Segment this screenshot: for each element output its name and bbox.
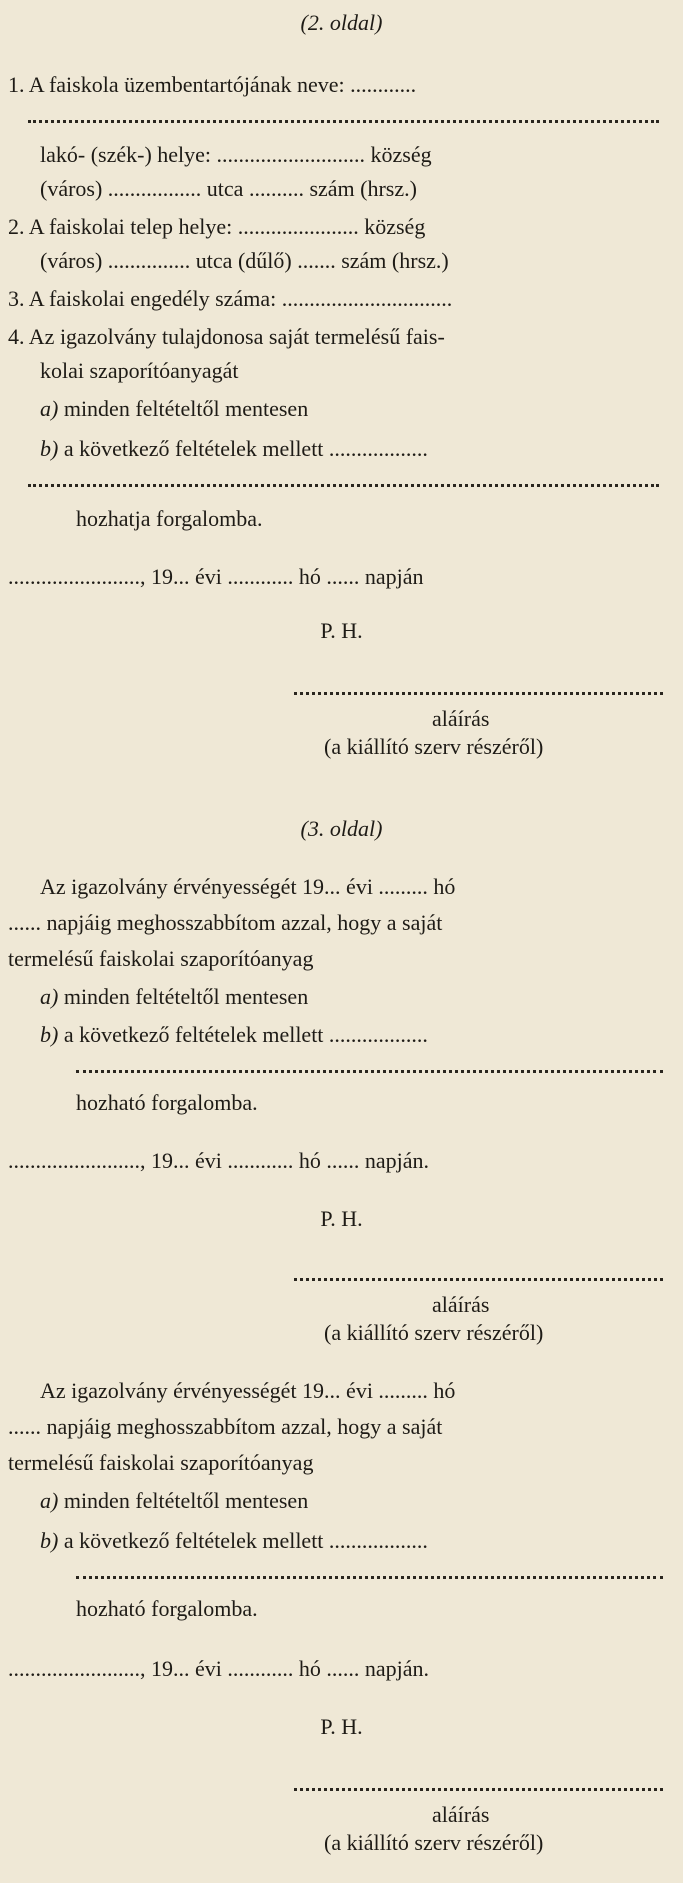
block2-fill-line: [76, 1560, 663, 1590]
page-3-header: (3. oldal): [300, 816, 383, 841]
option-b-marker: b): [40, 1528, 59, 1553]
block2-signature-label: aláírás: [432, 1802, 490, 1827]
q2-location: (város) ............... utca (dűlő) ....... szám (hrsz.): [40, 248, 449, 273]
page2-signature-sub: (a kiállító szerv részéről): [324, 734, 544, 759]
q4-label-2: kolai szaporítóanyagát: [40, 358, 239, 383]
option-a-marker: a): [40, 396, 59, 421]
q1-label: 1. A faiskola üzembentartójának neve: ............: [8, 72, 417, 97]
option-b-marker: b): [40, 436, 59, 461]
page2-signature-label: aláírás: [432, 706, 490, 731]
block1-signature-label: aláírás: [432, 1292, 490, 1317]
block1-line3: termelésű faiskolai szaporítóanyag: [8, 946, 314, 971]
block2-option-b: [40, 1526, 683, 1556]
block1-line1: Az igazolvány érvényességét 19... évi ......... hó: [40, 874, 456, 899]
block1-option-a: [40, 982, 683, 1012]
block2-date-line: ........................, 19... évi ............ hó ...... napján.: [8, 1656, 430, 1681]
page2-option-a: [40, 394, 683, 424]
page2-date-line: ........................, 19... évi ............ hó ...... napján: [8, 564, 424, 589]
block1-option-b: [40, 1020, 683, 1050]
option-a-marker: a): [40, 984, 59, 1009]
option-b-marker: b): [40, 1022, 59, 1047]
q1-residence-2: (város) ................. utca .......... szám (hrsz.): [40, 176, 417, 201]
block1-closing: hozható forgalomba.: [76, 1090, 258, 1115]
q3-label: 3. A faiskolai engedély száma: ...............................: [8, 286, 453, 311]
q2-label: 2. A faiskolai telep helye: ...................... község: [8, 214, 426, 239]
page2-signature-line: [294, 676, 663, 706]
option-b-text: a következő feltételek mellett ..................: [63, 436, 428, 461]
page2-closing: hozhatja forgalomba.: [76, 506, 263, 531]
page2-stamp-ph: P. H.: [320, 618, 363, 643]
block1-stamp-ph: P. H.: [320, 1206, 363, 1231]
option-b-text: a következő feltételek mellett ..................: [63, 1022, 428, 1047]
block1-signature-line: [294, 1262, 663, 1292]
block2-line3: termelésű faiskolai szaporítóanyag: [8, 1450, 314, 1475]
option-a-text: minden feltételtől mentesen: [63, 984, 309, 1009]
q4-label-1: 4. Az igazolvány tulajdonosa saját termelésű fais-: [8, 324, 445, 349]
option-b-fill-line: [28, 468, 659, 498]
block2-option-a: [40, 1486, 683, 1516]
option-a-marker: a): [40, 1488, 59, 1513]
block1-line2: ...... napjáig meghosszabbítom azzal, hogy a saját: [8, 910, 443, 935]
block2-line2: ...... napjáig meghosszabbítom azzal, hogy a saját: [8, 1414, 443, 1439]
page-2-header: (2. oldal): [300, 10, 383, 35]
option-b-text: a következő feltételek mellett ..................: [63, 1528, 428, 1553]
block2-stamp-ph: P. H.: [320, 1714, 363, 1739]
q1-fill-line: [28, 104, 659, 134]
block1-signature-sub: (a kiállító szerv részéről): [324, 1320, 544, 1345]
block2-signature-sub: (a kiállító szerv részéről): [324, 1830, 544, 1855]
block2-closing: hozható forgalomba.: [76, 1596, 258, 1621]
option-a-text: minden feltételtől mentesen: [63, 396, 309, 421]
block2-signature-line: [294, 1772, 663, 1802]
block1-fill-line: [76, 1054, 663, 1084]
block2-line1: Az igazolvány érvényességét 19... évi ......... hó: [40, 1378, 456, 1403]
option-a-text: minden feltételtől mentesen: [63, 1488, 309, 1513]
block1-date-line: ........................, 19... évi ............ hó ...... napján.: [8, 1148, 430, 1173]
q1-residence: lakó- (szék-) helye: ........................... község: [40, 142, 432, 167]
page2-option-b: [40, 434, 683, 464]
